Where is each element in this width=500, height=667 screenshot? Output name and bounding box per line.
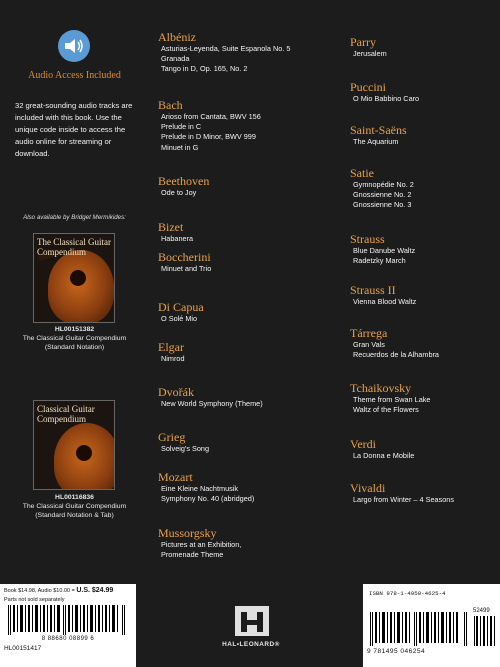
audio-description: 32 great-sounding audio tracks are included with this book. Use the unique code inside to access the audio online for streaming or download. bbox=[15, 101, 133, 158]
composer-name: Verdi bbox=[350, 437, 376, 451]
song-title: Ode to Joy bbox=[161, 188, 197, 197]
composer-name: Satie bbox=[350, 166, 374, 180]
left-column bbox=[0, 0, 140, 667]
song-title: Recuerdos de la Alhambra bbox=[353, 350, 439, 360]
composer-name: Mussorgsky bbox=[158, 526, 217, 540]
composer-entry bbox=[158, 340, 185, 364]
song-title: Pictures at an Exhibition, bbox=[161, 540, 242, 549]
isbn-text: ISBN 978-1-4950-4625-4 bbox=[369, 590, 446, 597]
composer-name: Tchaikovsky bbox=[350, 381, 412, 395]
price-barcode bbox=[473, 616, 496, 646]
song-title: Prelude in C bbox=[161, 122, 202, 132]
composer-entry bbox=[158, 470, 254, 504]
song-title: Symphony No. 40 (abridged) bbox=[161, 494, 255, 504]
song-title: Vienna Blood Waltz bbox=[353, 297, 417, 306]
book-title: The Classical Guitar Compendium bbox=[22, 335, 127, 342]
composer-entry bbox=[350, 381, 430, 415]
song-title: Asturias-Leyenda, Suite Espanola No. 5 bbox=[161, 44, 291, 53]
song-title: Eine Kleine Nachtmusik bbox=[161, 484, 239, 493]
song-title: Radetzky March bbox=[353, 256, 406, 266]
price-breakdown: Book $14.98, Audio $10.00 = bbox=[4, 588, 77, 594]
song-title: O Mio Babbino Caro bbox=[353, 94, 420, 103]
composer-name: Boccherini bbox=[158, 250, 211, 264]
song-title: Blue Danube Waltz bbox=[353, 246, 416, 255]
composer-name: Albéniz bbox=[158, 30, 196, 44]
book-code: HL00116836 bbox=[55, 494, 94, 501]
isbn-box bbox=[363, 584, 500, 667]
composer-entry bbox=[350, 326, 439, 360]
song-title: Minuet in G bbox=[161, 142, 199, 152]
song-title: Nimrod bbox=[161, 354, 185, 363]
book-cover-image bbox=[33, 233, 115, 323]
book-info bbox=[12, 493, 137, 520]
upc-barcode bbox=[6, 605, 130, 635]
price-line bbox=[4, 587, 113, 594]
composer-name: Tárrega bbox=[350, 326, 388, 340]
not-sold-note: Parts not sold separately bbox=[4, 597, 65, 603]
composer-entry bbox=[350, 283, 416, 307]
composer-name: Strauss II bbox=[350, 283, 396, 297]
song-title: Promenade Theme bbox=[161, 550, 224, 560]
also-available-text: Also available by Bridget Mermikides: bbox=[23, 214, 126, 221]
book-title: The Classical Guitar Compendium bbox=[22, 503, 127, 510]
song-title: Gnossienne No. 3 bbox=[353, 200, 412, 210]
book-info bbox=[12, 325, 137, 352]
song-title: Theme from Swan Lake bbox=[353, 395, 431, 404]
audio-heading: Audio Access Included bbox=[28, 70, 121, 81]
composer-entry bbox=[350, 35, 387, 59]
cover-title: Classical Guitar Compendium bbox=[37, 404, 95, 424]
composer-name: Vivaldi bbox=[350, 481, 386, 495]
composer-entry bbox=[158, 220, 193, 244]
song-title: O Solé Mio bbox=[161, 314, 198, 323]
song-title: Waltz of the Flowers bbox=[353, 405, 419, 415]
composer-name: Grieg bbox=[158, 430, 186, 444]
song-title: Habanera bbox=[161, 234, 194, 243]
publisher-logo bbox=[213, 606, 289, 658]
song-title: Gymnopédie No. 2 bbox=[353, 180, 414, 189]
composer-entry bbox=[350, 123, 407, 147]
song-title: Granada bbox=[161, 54, 190, 64]
composer-entry bbox=[158, 385, 263, 409]
upc-digits: 8 88680 08899 6 bbox=[41, 636, 95, 642]
composer-name: Puccini bbox=[350, 80, 386, 94]
hal-leonard-logo-icon bbox=[235, 606, 269, 636]
composer-entry bbox=[158, 526, 241, 560]
price-total: U.S. $24.99 bbox=[76, 587, 114, 594]
composer-entry bbox=[158, 98, 261, 153]
composer-entry bbox=[158, 174, 209, 198]
composer-name: Bach bbox=[158, 98, 183, 112]
song-title: Largo from Winter – 4 Seasons bbox=[353, 495, 454, 504]
composer-name: Elgar bbox=[158, 340, 184, 354]
composer-name: Saint-Saëns bbox=[350, 123, 407, 137]
song-title: Prelude in D Minor, BWV 999 bbox=[161, 132, 256, 142]
composer-name: Strauss bbox=[350, 232, 385, 246]
song-title: Gnossienne No. 2 bbox=[353, 190, 412, 200]
song-title: The Aquarium bbox=[353, 137, 399, 146]
composer-entry bbox=[158, 300, 204, 324]
composer-name: Dvořák bbox=[158, 385, 194, 399]
composer-name: Bizet bbox=[158, 220, 184, 234]
song-title: Tango in D, Op. 165, No. 2 bbox=[161, 64, 248, 74]
composer-name: Mozart bbox=[158, 470, 193, 484]
composer-entry bbox=[350, 80, 419, 104]
speaker-icon bbox=[58, 30, 90, 62]
publisher-name: HAL•LEONARD® bbox=[222, 641, 280, 648]
composer-entry bbox=[350, 437, 414, 461]
composer-entry bbox=[158, 250, 211, 274]
book-cover-image bbox=[33, 400, 115, 490]
book-code: HL00151382 bbox=[54, 326, 95, 333]
book-edition: (Standard Notation & Tab) bbox=[35, 512, 114, 519]
composer-name: Parry bbox=[350, 35, 376, 49]
composer-entry bbox=[350, 232, 415, 266]
song-title: Jerusalem bbox=[353, 49, 387, 58]
song-title: New World Symphony (Theme) bbox=[161, 399, 263, 408]
product-code: HL00151417 bbox=[4, 645, 42, 652]
composer-entry bbox=[350, 166, 414, 211]
isbn-digits: 9 781495 046254 bbox=[367, 648, 426, 655]
price-code: 52499 bbox=[473, 608, 490, 614]
isbn-barcode bbox=[369, 612, 469, 646]
book-edition: (Standard Notation) bbox=[44, 344, 105, 351]
composer-entry bbox=[350, 481, 454, 505]
song-title: Gran Vals bbox=[353, 340, 385, 349]
composer-name: Beethoven bbox=[158, 174, 210, 188]
cover-title: The Classical Guitar Compendium bbox=[37, 237, 111, 257]
composer-entry bbox=[158, 430, 209, 454]
composer-name: Di Capua bbox=[158, 300, 204, 314]
composer-entry bbox=[158, 30, 290, 75]
song-title: Arioso from Cantata, BWV 156 bbox=[161, 112, 261, 121]
song-title: Minuet and Trio bbox=[161, 264, 212, 273]
price-box bbox=[0, 584, 136, 667]
song-title: Solveig's Song bbox=[161, 444, 210, 453]
song-title: La Donna e Mobile bbox=[353, 451, 415, 460]
